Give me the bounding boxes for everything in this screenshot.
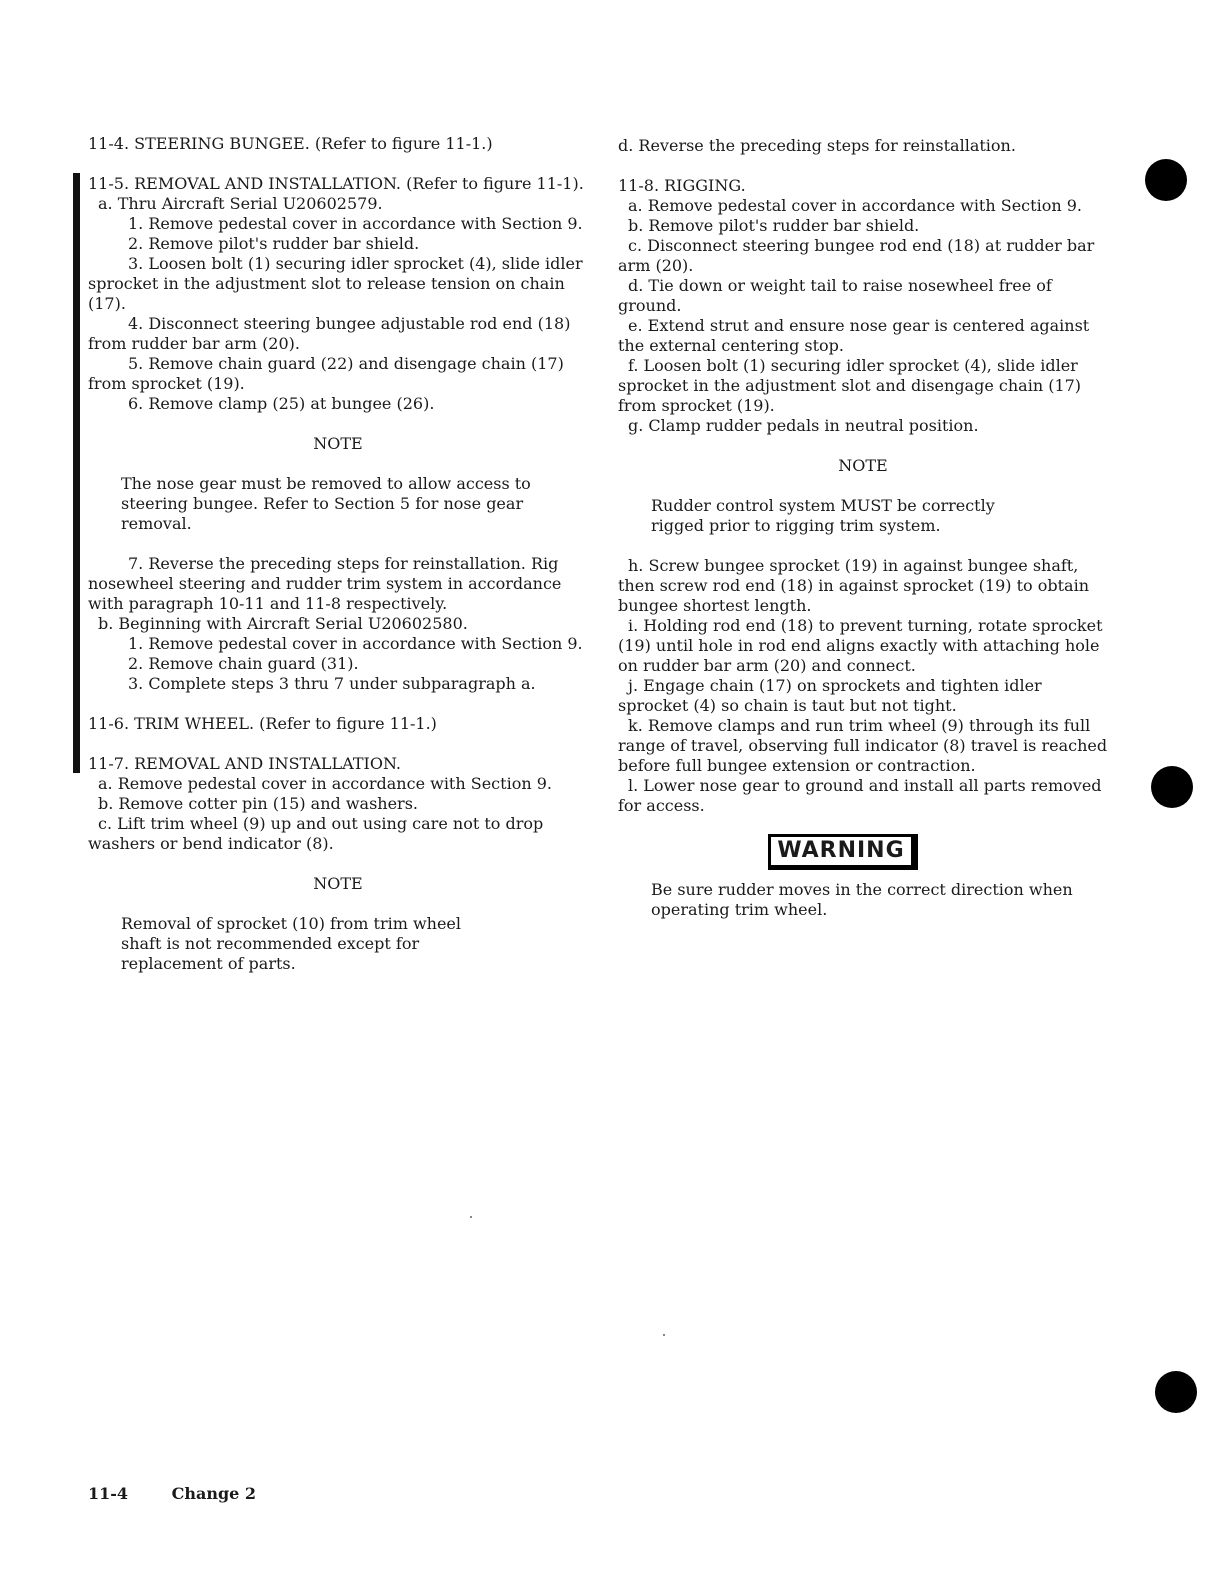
punch-hole-middle	[1151, 766, 1193, 808]
subparagraph-a: a. Thru Aircraft Serial U20602579.	[98, 194, 383, 213]
rigging-step-a: a. Remove pedestal cover in accordance with Section 9.	[628, 196, 1082, 215]
rigging-step-f: f. Loosen bolt (1) securing idler sprocket (4), slide idler sprocket in the adjustment slot and disengage chain (17) from sprocket (19).	[618, 356, 1082, 415]
trim-step-b: b. Remove cotter pin (15) and washers.	[98, 794, 418, 813]
right-column	[618, 134, 1108, 920]
rigging-step-j: j. Engage chain (17) on sprockets and tighten idler sprocket (4) so chain is taut but not tight.	[618, 676, 1042, 715]
note-title: NOTE	[313, 434, 363, 453]
step-1: 1. Remove pedestal cover in accordance with Section 9.	[128, 214, 583, 233]
step-4: 4. Disconnect steering bungee adjustable rod end (18) from rudder bar arm (20).	[88, 314, 571, 353]
rigging-step-b: b. Remove pilot's rudder bar shield.	[628, 216, 920, 235]
rigging-step-l: l. Lower nose gear to ground and install all parts removed for access.	[618, 776, 1102, 815]
trim-step-c: c. Lift trim wheel (9) up and out using care not to drop washers or bend indicator (8).	[88, 814, 544, 853]
rigging-step-k: k. Remove clamps and run trim wheel (9) through its full range of travel, observing full indicator (8) travel is reached before full bungee extension or contraction.	[618, 716, 1108, 775]
section-heading-trim-removal: 11-7. REMOVAL AND INSTALLATION.	[88, 754, 401, 773]
section-heading-steering-bungee: 11-4. STEERING BUNGEE. (Refer to figure 11-1.)	[88, 134, 493, 153]
punch-hole-bottom	[1155, 1371, 1197, 1413]
punch-hole-top	[1145, 159, 1187, 201]
note-title: NOTE	[313, 874, 363, 893]
step-6: 6. Remove clamp (25) at bungee (26).	[128, 394, 435, 413]
trim-step-d: d. Reverse the preceding steps for reinstallation.	[618, 136, 1016, 155]
subparagraph-b: b. Beginning with Aircraft Serial U20602580.	[98, 614, 468, 633]
scan-speck	[663, 1334, 665, 1336]
warning-body: Be sure rudder moves in the correct direction when operating trim wheel.	[651, 880, 1073, 919]
page-footer	[88, 1484, 256, 1504]
rigging-step-e: e. Extend strut and ensure nose gear is centered against the external centering stop.	[618, 316, 1090, 355]
note-title: NOTE	[838, 456, 888, 475]
rigging-step-h: h. Screw bungee sprocket (19) in against bungee shaft, then screw rod end (18) in against sprocket (19) to obtain bungee shortest length.	[618, 556, 1089, 615]
trim-step-a: a. Remove pedestal cover in accordance with Section 9.	[98, 774, 552, 793]
rigging-step-d: d. Tie down or weight tail to raise nosewheel free of ground.	[618, 276, 1052, 315]
step-b-1: 1. Remove pedestal cover in accordance with Section 9.	[128, 634, 583, 653]
step-7: 7. Reverse the preceding steps for reinstallation. Rig nosewheel steering and rudder trim system in accordance with paragraph 10-11 and 11-8 respectively.	[88, 554, 562, 613]
step-3: 3. Loosen bolt (1) securing idler sprocket (4), slide idler sprocket in the adjustment slot to release tension on chain (17).	[88, 254, 583, 313]
step-b-2: 2. Remove chain guard (31).	[128, 654, 359, 673]
section-heading-removal-installation: 11-5. REMOVAL AND INSTALLATION. (Refer to figure 11-1).	[88, 174, 584, 193]
section-heading-rigging: 11-8. RIGGING.	[618, 176, 746, 195]
note-body: Removal of sprocket (10) from trim wheel shaft is not recommended except for replacement of parts.	[121, 914, 462, 973]
step-5: 5. Remove chain guard (22) and disengage chain (17) from sprocket (19).	[88, 354, 564, 393]
step-b-3: 3. Complete steps 3 thru 7 under subparagraph a.	[128, 674, 536, 693]
rigging-step-g: g. Clamp rudder pedals in neutral position.	[628, 416, 979, 435]
warning-label: WARNING	[768, 834, 917, 870]
warning-label-wrap	[618, 834, 1108, 870]
rigging-step-c: c. Disconnect steering bungee rod end (18) at rudder bar arm (20).	[618, 236, 1095, 275]
revision-change-bar	[73, 173, 80, 773]
change-number: Change 2	[171, 1484, 257, 1503]
note-body: Rudder control system MUST be correctly rigged prior to rigging trim system.	[651, 496, 995, 535]
page-number: 11-4	[88, 1484, 129, 1503]
left-column	[88, 134, 588, 974]
section-heading-trim-wheel: 11-6. TRIM WHEEL. (Refer to figure 11-1.)	[88, 714, 437, 733]
note-body: The nose gear must be removed to allow access to steering bungee. Refer to Section 5 for nose gear removal.	[121, 474, 531, 533]
scan-speck	[470, 1216, 472, 1218]
step-2: 2. Remove pilot's rudder bar shield.	[128, 234, 420, 253]
rigging-step-i: i. Holding rod end (18) to prevent turning, rotate sprocket (19) until hole in rod end aligns exactly with attaching hole on rudder bar arm (20) and connect.	[618, 616, 1103, 675]
